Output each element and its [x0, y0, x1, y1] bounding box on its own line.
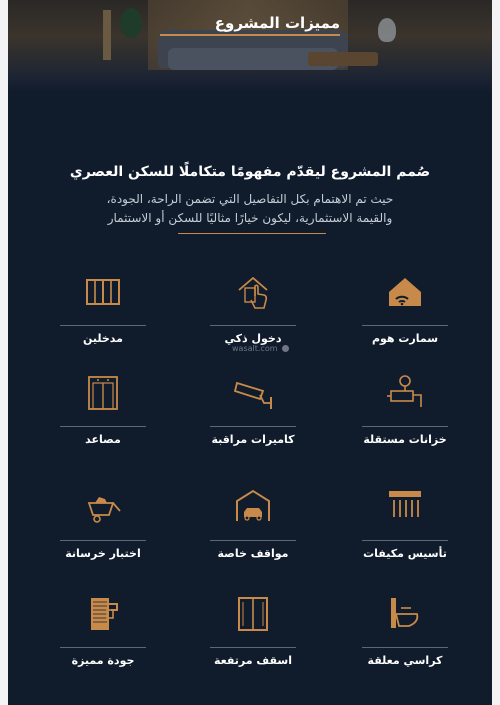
- premium-quality-icon: [83, 594, 123, 634]
- elevator-icon: [83, 373, 123, 413]
- feature-label: تأسيس مكيفات: [363, 547, 447, 560]
- intro-headline: صُمم المشروع ليقدّم مفهومًا متكاملًا للسكن العصري: [69, 164, 431, 180]
- feature-label: دخول ذكي: [224, 332, 282, 345]
- feature-label: اختبار خرسانة: [65, 547, 141, 560]
- feature-label: مواقف خاصة: [217, 547, 289, 560]
- feature-smart-home: [350, 272, 460, 362]
- title-underline: [160, 34, 340, 36]
- feature-wall-hung-toilets: [350, 594, 460, 684]
- hero-table: [308, 52, 378, 66]
- feature-label: جودة مميزة: [71, 654, 135, 667]
- feature-label: خزانات مستقلة: [363, 433, 447, 446]
- feature-cameras: [198, 373, 308, 463]
- intro-divider: [178, 233, 326, 234]
- feature-rule: [60, 325, 146, 326]
- high-ceiling-icon: [233, 594, 273, 634]
- watermark: wasalt.com: [232, 344, 289, 353]
- feature-rule: [362, 426, 448, 427]
- intro-description-line-2: والقيمة الاستثمارية، ليكون خيارًا مثاليًا للسكن أو الاستثمار: [107, 211, 393, 225]
- feature-label: اسقف مرتفعة: [213, 654, 292, 667]
- intro-description: [18, 190, 482, 228]
- feature-elevators: [48, 373, 158, 463]
- hero-vase: [378, 18, 396, 42]
- feature-rule: [362, 325, 448, 326]
- left-margin: [0, 0, 8, 705]
- air-conditioner-icon: [385, 487, 425, 527]
- concrete-test-icon: [83, 487, 123, 527]
- wall-hung-toilet-icon: [385, 594, 425, 634]
- water-tank-icon: [385, 373, 425, 413]
- right-margin: [492, 0, 500, 705]
- feature-label: كاميرات مراقبة: [211, 433, 295, 446]
- feature-rule: [60, 647, 146, 648]
- hero-image: [8, 0, 492, 92]
- feature-rule: [210, 325, 296, 326]
- feature-label: كراسي معلقة: [367, 654, 443, 667]
- hero-lamp: [103, 10, 111, 60]
- security-camera-icon: [233, 373, 273, 413]
- feature-water-tanks: [350, 373, 460, 463]
- feature-rule: [210, 540, 296, 541]
- feature-rule: [210, 647, 296, 648]
- page-title: مميزات المشروع: [214, 14, 340, 32]
- feature-ac: [350, 487, 460, 577]
- feature-high-ceilings: [198, 594, 308, 684]
- feature-rule: [60, 540, 146, 541]
- feature-parking: [198, 487, 308, 577]
- features-panel: [8, 0, 492, 705]
- feature-label: مصاعد: [85, 433, 121, 446]
- intro-description-line-1: حيث تم الاهتمام بكل التفاصيل التي تضمن الراحة، الجودة،: [106, 192, 394, 206]
- feature-label: مدخلين: [83, 332, 123, 345]
- feature-concrete-test: [48, 487, 158, 577]
- smart-entry-icon: [233, 272, 273, 312]
- feature-premium-quality: [48, 594, 158, 684]
- private-parking-icon: [233, 487, 273, 527]
- feature-two-entrances: [48, 272, 158, 362]
- feature-rule: [362, 540, 448, 541]
- feature-rule: [210, 426, 296, 427]
- smart-home-icon: [385, 272, 425, 312]
- location-pin-icon: [282, 345, 289, 352]
- two-entrances-icon: [83, 272, 123, 312]
- feature-rule: [362, 647, 448, 648]
- feature-label: سمارت هوم: [371, 332, 439, 345]
- feature-rule: [60, 426, 146, 427]
- hero-plant: [120, 8, 142, 38]
